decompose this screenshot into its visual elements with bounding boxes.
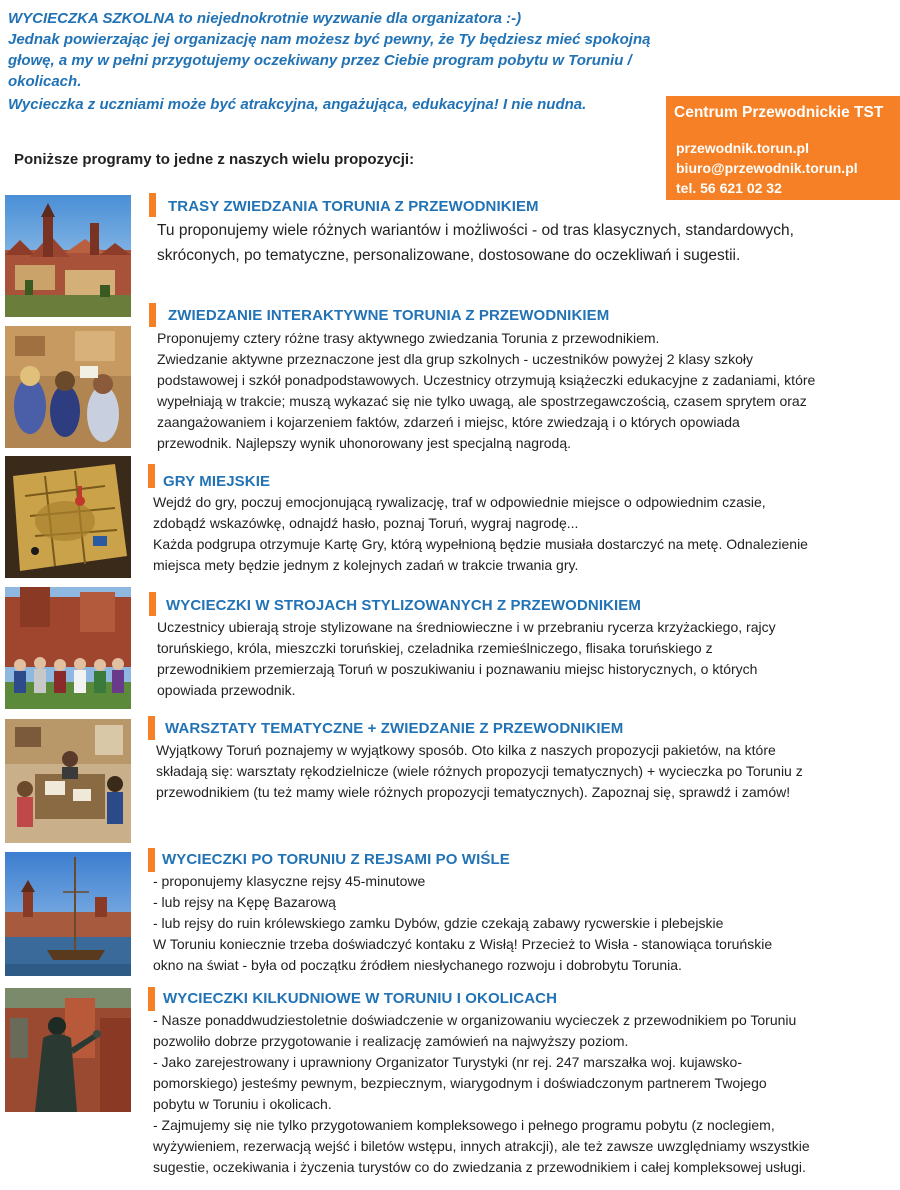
section-line: W Toruniu koniecznie trzeba doświadczyć kontaku z Wisłą! Przecież to Wisła - stanowiąca toruńskie [153, 936, 773, 952]
lead-heading: Poniższe programy to jedne z naszych wielu propozycji: [14, 151, 415, 168]
section-line: - proponujemy klasyczne rejsy 45-minutowe [153, 873, 426, 889]
section-body [153, 492, 808, 576]
section-line: podstawowej i szkół ponadpodstawowych. Uczestnicy otrzymują książeczki edukacyjne z zadaniami, które [157, 372, 816, 388]
city-game-map-photo [5, 456, 131, 578]
section-line: skróconych, po tematyczne, personalizowane, dostosowane do oczekliwań i sugestii. [157, 247, 741, 264]
contact-email-link[interactable]: biuro@przewodnik.torun.pl [676, 160, 858, 176]
students-interactive-photo [5, 326, 131, 448]
section-line: Tu proponujemy wiele różnych wariantów i możliwości - od tras klasycznych, standardowych, [157, 222, 794, 239]
intro-text [8, 8, 728, 115]
contact-website-link[interactable]: przewodnik.torun.pl [676, 140, 809, 156]
section-body [157, 218, 794, 268]
copernicus-statue-photo [5, 988, 131, 1112]
intro-line: Jednak powierzając jej organizację nam możesz być pewny, że Ty będziesz mieć spokojną [8, 31, 651, 48]
workshop-photo [5, 719, 131, 843]
section-line: zaangażowaniem i kojarzeniem faktów, zdarzeń i miejsc, które zwiedzają i o których opowiada [157, 414, 740, 430]
section-line: - Jako zarejestrowany i uprawniony Organizator Turystyki (nr rej. 247 marszałka woj. kujawsko- [153, 1054, 742, 1070]
section-body [157, 617, 776, 701]
section-line: wypełniają w trakcie; muszą wykazać się nie tylko uwagą, ale spostrzegawczością, czasem sprytem oraz [157, 393, 807, 409]
section-line: opowiada przewodnik. [157, 682, 296, 698]
section-line: toruńskiego, króla, mieszczki toruńskiej, czeladnika rzemieślniczego, flisaka toruńskiego z [157, 640, 713, 656]
intro-line: Wycieczka z uczniami może być atrakcyjna, angażująca, edukacyjna! I nie nudna. [8, 96, 587, 113]
section-body [156, 740, 803, 803]
section-line: przewodnik. Najlepszy wynik uhonorowany jest specjalną nagrodą. [157, 435, 572, 451]
section-line: pomorskiego) jesteśmy pewnym, bezpiecznym, wiarygodnym i doświadczonym partnerem Twojego [153, 1075, 767, 1091]
torun-skyline-photo [5, 195, 131, 317]
section-line: - Zajmujemy się nie tylko przygotowaniem kompleksowego i pełnego programu pobytu (z noclegiem, [153, 1117, 775, 1133]
section-line: pozwoliło dobrze przygotowanie i realizację zamówień na najwyższy poziom. [153, 1033, 629, 1049]
section-line: miejsca mety będzie jednym z kolejnych zadań w trakcie trwania gry. [153, 557, 579, 573]
section-title: WYCIECZKI W STROJACH STYLIZOWANYCH Z PRZEWODNIKIEM [166, 597, 641, 614]
section-title: WARSZTATY TEMATYCZNE + ZWIEDZANIE Z PRZEWODNIKIEM [165, 720, 624, 737]
vistula-cruise-photo [5, 852, 131, 976]
section-line: zdobądź wskazówkę, odnajdź hasło, poznaj Toruń, wygraj nagrodę... [153, 515, 579, 531]
contact-box [666, 96, 900, 200]
section-line: okno na świat - była od początku źródłem niesłychanego rozwoju i dobrobytu Torunia. [153, 957, 682, 973]
section-title: GRY MIEJSKIE [163, 473, 271, 490]
intro-line: WYCIECZKA SZKOLNA to niejednokrotnie wyzwanie dla organizatora :-) [8, 10, 522, 27]
section-title: WYCIECZKI KILKUDNIOWE W TORUNIU I OKOLICACH [163, 990, 557, 1007]
section-line: - Nasze ponaddwudziestoletnie doświadczenie w organizowaniu wycieczek z przewodnikiem po Toruniu [153, 1012, 797, 1028]
section-line: - lub rejsy na Kępę Bazarową [153, 894, 336, 910]
contact-title: Centrum Przewodnickie TST [674, 104, 884, 121]
intro-line: okolicach. [8, 73, 82, 90]
section-body [153, 871, 772, 976]
section-title: ZWIEDZANIE INTERAKTYWNE TORUNIA Z PRZEWODNIKIEM [168, 307, 610, 324]
section-body [153, 1010, 810, 1178]
section-line: Uczestnicy ubierają stroje stylizowane na średniowieczne i w przebraniu rycerza krzyżackiego, rajcy [157, 619, 776, 635]
section-line: składają się: warsztaty rękodzielnicze (wiele różnych propozycji tematycznych) + wycieczka po Toruniu z [156, 763, 803, 779]
section-line: Wyjątkowy Toruń poznajemy w wyjątkowy sposób. Oto kilka z naszych propozycji pakietów, na które [156, 742, 776, 758]
intro-line: głowę, a my w pełni przygotujemy oczekiwany przez Ciebie program pobytu w Toruniu / [8, 52, 632, 69]
section-title: WYCIECZKI PO TORUNIU Z REJSAMI PO WIŚLE [162, 851, 510, 868]
section-line: sugestie, oczekiwania i życzenia turystów co do zwiedzania z przewodnikiem i całej kompleksowej usługi. [153, 1159, 806, 1175]
section-line: Wejdź do gry, poczuj emocjonującą rywalizację, traf w odpowiednie miejsce o odpowiednim czasie, [153, 494, 766, 510]
section-line: Zwiedzanie aktywne przeznaczone jest dla grup szkolnych - uczestników powyżej 2 klasy szkoły [157, 351, 754, 367]
section-line: Każda podgrupa otrzymuje Kartę Gry, którą wypełnioną będzie musiała dostarczyć na metę. Odnalezienie [153, 536, 808, 552]
contact-phone: tel. 56 621 02 32 [676, 180, 782, 196]
costumed-group-photo [5, 587, 131, 709]
section-line: Proponujemy cztery różne trasy aktywnego zwiedzania Torunia z przewodnikiem. [157, 330, 660, 346]
section-line: wyżywieniem, rezerwacją wejść i biletów wstępu, innych atrakcji), ale też zawsze uwzględniamy wszystkie [153, 1138, 810, 1154]
section-line: pobytu w Toruniu i okolicach. [153, 1096, 332, 1112]
section-line: przewodnikiem przemierzają Toruń w poszukiwaniu i poznawaniu miejsc historycznych, o których [157, 661, 758, 677]
section-line: przewodnikiem (tu też mamy wiele różnych propozycji tematycznych). Zapoznaj się, sprawdź i zamów! [156, 784, 791, 800]
section-line: - lub rejsy do ruin królewskiego zamku Dybów, gdzie czekają zabawy rycwerskie i plebejskie [153, 915, 724, 931]
section-body [157, 328, 815, 454]
section-title: TRASY ZWIEDZANIA TORUNIA Z PRZEWODNIKIEM [168, 198, 539, 215]
